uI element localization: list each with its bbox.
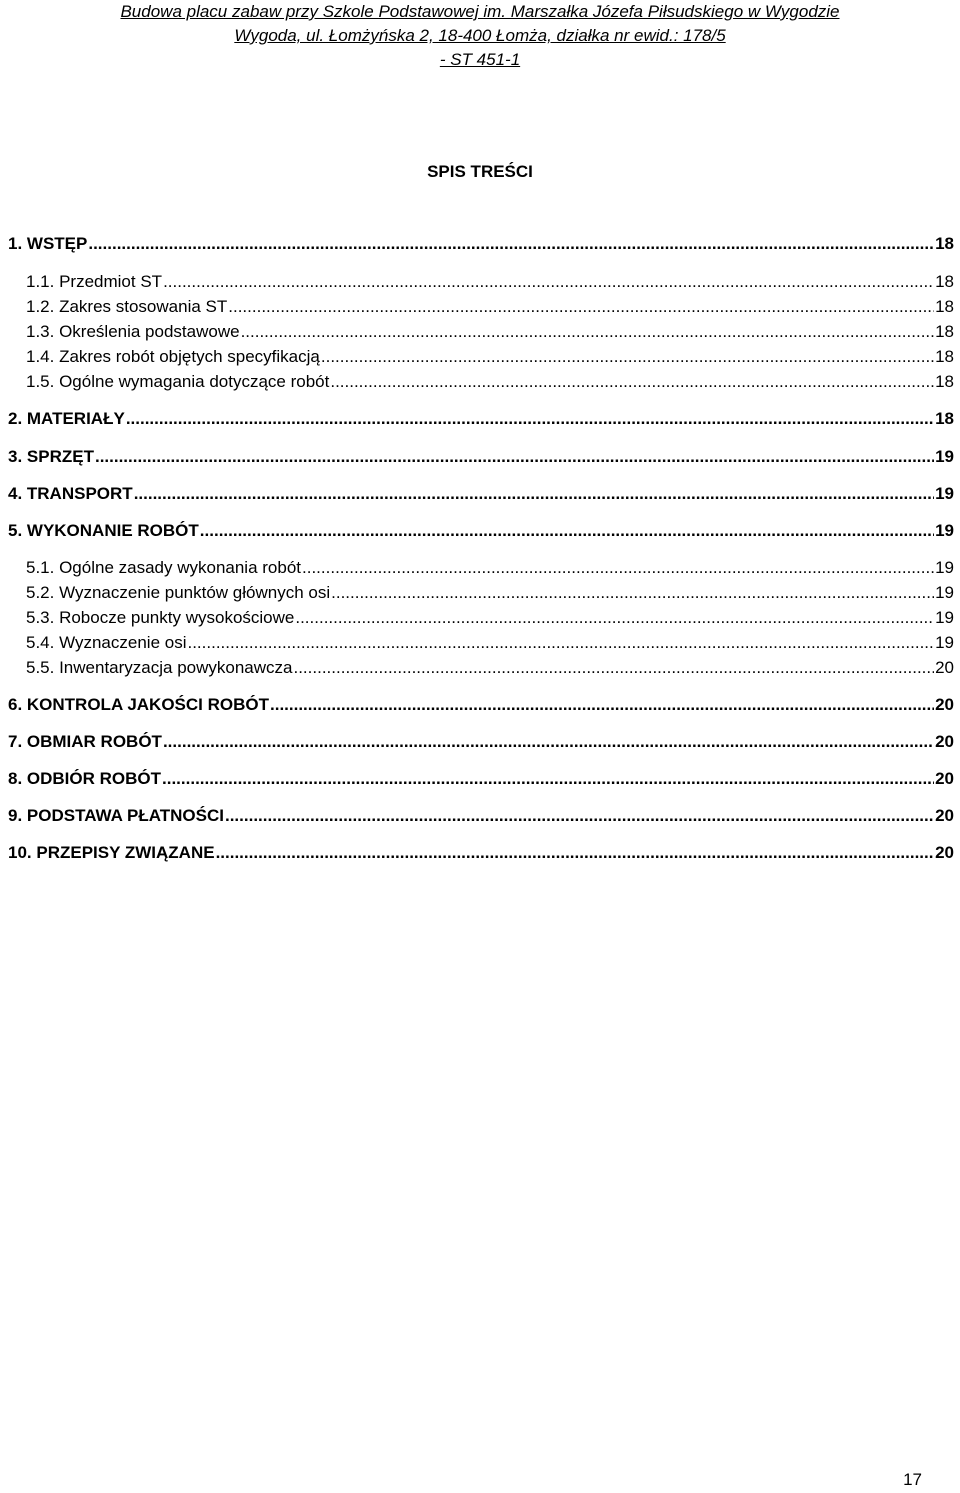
header-address: Wygoda, ul. Łomżyńska 2, 18-400 Łomża, działka nr ewid.: 178/5 (234, 26, 726, 45)
toc-leader-dots (293, 657, 934, 679)
toc-entry-text: 5.4. Wyznaczenie osi (26, 633, 187, 652)
toc-entry[interactable] (8, 805, 954, 827)
toc-entry-text: 5.3. Robocze punkty wysokościowe (26, 608, 295, 627)
toc-entry[interactable] (26, 346, 954, 368)
toc-entry-text: 8. ODBIÓR ROBÓT (8, 769, 162, 788)
toc-entry-page: 19 (935, 447, 954, 466)
toc-entry[interactable] (26, 582, 954, 604)
toc-entry[interactable] (26, 657, 954, 679)
toc-entry-page: 18 (935, 372, 954, 391)
toc-leader-dots (225, 805, 934, 827)
toc-entry-text: 5. WYKONANIE ROBÓT (8, 521, 199, 540)
toc-entry[interactable] (8, 842, 954, 864)
document-header (0, 0, 960, 72)
toc-entry-text: 7. OBMIAR ROBÓT (8, 732, 162, 751)
toc-entry-page: 19 (935, 633, 954, 652)
toc-entry-page: 19 (935, 484, 954, 503)
toc-leader-dots (295, 607, 934, 629)
toc-entry-page: 18 (935, 409, 954, 428)
toc-entry-text: 4. TRANSPORT (8, 484, 133, 503)
toc-entry-page: 18 (935, 347, 954, 366)
toc-entry-text: 10. PRZEPISY ZWIĄZANE (8, 843, 215, 862)
toc-entry[interactable] (8, 408, 954, 430)
toc-entry-page: 18 (935, 234, 954, 253)
toc-leader-dots (187, 632, 934, 654)
toc-leader-dots (216, 842, 935, 864)
toc-entry[interactable] (8, 446, 954, 468)
toc-entry[interactable] (26, 321, 954, 343)
toc-entry-text: 3. SPRZĘT (8, 447, 94, 466)
toc-leader-dots (95, 446, 934, 468)
toc-entry-page: 20 (935, 732, 954, 751)
toc-leader-dots (330, 371, 934, 393)
toc-entry[interactable] (8, 233, 954, 255)
toc-leader-dots (302, 557, 934, 579)
toc-leader-dots (162, 768, 934, 790)
toc-title: SPIS TREŚCI (427, 162, 533, 181)
toc-entry-text: 9. PODSTAWA PŁATNOŚCI (8, 806, 224, 825)
toc-entry-text: 1.2. Zakres stosowania ST (26, 297, 228, 316)
toc-entry[interactable] (8, 731, 954, 753)
toc-entry[interactable] (26, 296, 954, 318)
toc-entry[interactable] (26, 632, 954, 654)
toc-leader-dots (126, 408, 934, 430)
toc-entry[interactable] (8, 768, 954, 790)
toc-leader-dots (270, 694, 934, 716)
toc-entry-text: 1.5. Ogólne wymagania dotyczące robót (26, 372, 330, 391)
toc-entry-page: 19 (935, 521, 954, 540)
toc-leader-dots (228, 296, 934, 318)
toc-leader-dots (134, 483, 934, 505)
toc-entry-page: 18 (935, 297, 954, 316)
toc-entry[interactable] (8, 520, 954, 542)
toc-entry-text: 6. KONTROLA JAKOŚCI ROBÓT (8, 695, 269, 714)
toc-entry-page: 20 (935, 658, 954, 677)
toc-entry-text: 1.1. Przedmiot ST (26, 272, 163, 291)
toc-leader-dots (163, 731, 934, 753)
toc-entry-page: 20 (935, 769, 954, 788)
toc-entry-page: 19 (935, 608, 954, 627)
toc-entry[interactable] (8, 483, 954, 505)
toc-leader-dots (163, 271, 934, 293)
page-number: 17 (903, 1470, 922, 1489)
toc-leader-dots (88, 233, 934, 255)
toc-leader-dots (331, 582, 934, 604)
toc-entry-page: 20 (935, 695, 954, 714)
toc-entry-page: 20 (935, 843, 954, 862)
toc-entry[interactable] (26, 557, 954, 579)
toc-entry[interactable] (26, 271, 954, 293)
toc-entry-text: 5.1. Ogólne zasady wykonania robót (26, 558, 302, 577)
toc-entry-text: 1. WSTĘP (8, 234, 88, 253)
toc-entry[interactable] (26, 607, 954, 629)
toc-leader-dots (241, 321, 935, 343)
toc-entry[interactable] (26, 371, 954, 393)
toc-leader-dots (321, 346, 934, 368)
header-spec-code: - ST 451-1 (439, 50, 521, 69)
toc-entry-text: 2. MATERIAŁY (8, 409, 125, 428)
toc-entry-text: 5.2. Wyznaczenie punktów głównych osi (26, 583, 331, 602)
toc-entry[interactable] (8, 694, 954, 716)
toc-entry-page: 18 (935, 322, 954, 341)
toc-leader-dots (200, 520, 934, 542)
toc-entry-page: 19 (935, 558, 954, 577)
toc-entry-text: 1.4. Zakres robót objętych specyfikacją (26, 347, 320, 366)
toc-entry-page: 20 (935, 806, 954, 825)
toc-entry-page: 19 (935, 583, 954, 602)
toc-entry-text: 5.5. Inwentaryzacja powykonawcza (26, 658, 293, 677)
toc-entry-text: 1.3. Określenia podstawowe (26, 322, 240, 341)
header-project-title: Budowa placu zabaw przy Szkole Podstawowej im. Marszałka Józefa Piłsudskiego w Wygodzie (120, 2, 840, 21)
toc-entry-page: 18 (935, 272, 954, 291)
